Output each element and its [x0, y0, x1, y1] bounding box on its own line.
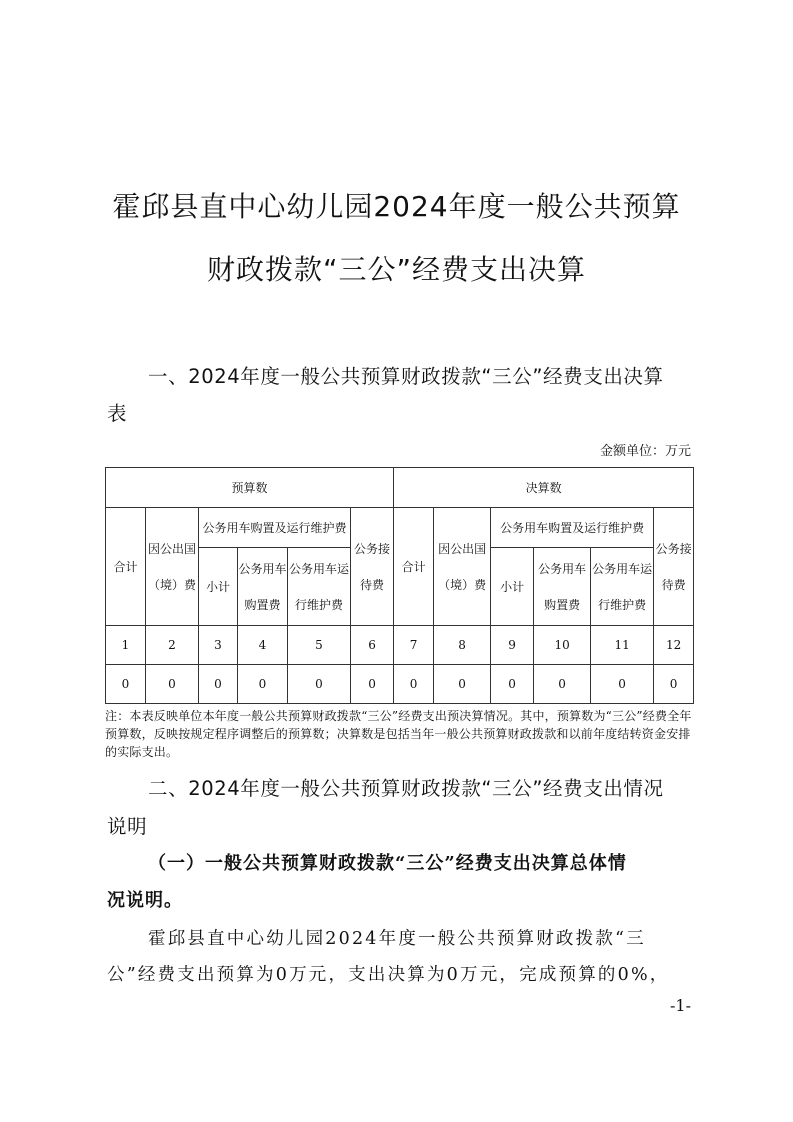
index-cell: 6	[351, 626, 394, 665]
value-cell: 0	[288, 665, 351, 704]
subsection1-heading: （一）一般公共预算财政拨款“三公”经费支出决算总体情	[148, 853, 627, 874]
budget-subtotal-header: 小计	[199, 548, 238, 626]
index-cell: 8	[434, 626, 491, 665]
final-reception-header: 公务接 待费	[654, 508, 694, 626]
subsection1-heading-continued: 况说明。	[107, 890, 183, 911]
value-cell: 0	[394, 665, 434, 704]
index-cell: 5	[288, 626, 351, 665]
value-row	[106, 665, 694, 704]
index-cell: 4	[238, 626, 288, 665]
document-title-line-1: 霍邱县直中心幼儿园2024年度一般公共预算	[112, 190, 681, 223]
column-header-row-1	[106, 508, 694, 548]
final-subtotal-header: 小计	[491, 548, 534, 626]
budget-vehicle-group-header: 公务用车购置及运行维护费	[199, 508, 351, 548]
budget-total-header: 合计	[106, 508, 146, 626]
final-account-group-header: 决算数	[394, 468, 694, 508]
value-cell: 0	[238, 665, 288, 704]
unit-label: 金额单位：万元	[599, 444, 691, 459]
final-vehicle-maintenance-header: 公务用车运 行维护费	[591, 548, 654, 626]
final-abroad-header: 因公出国 （境）费	[434, 508, 491, 626]
value-cell: 0	[491, 665, 534, 704]
group-header-row	[106, 468, 694, 508]
budget-vehicle-purchase-header: 公务用车 购置费	[238, 548, 288, 626]
value-cell: 0	[106, 665, 146, 704]
index-cell: 11	[591, 626, 654, 665]
paragraph-line-2: 公”经费支出预算为0万元，支出决算为0万元，完成预算的0%，	[107, 965, 670, 985]
final-vehicle-purchase-header: 公务用车 购置费	[534, 548, 591, 626]
index-row	[106, 626, 694, 665]
budget-vehicle-maintenance-header: 公务用车运 行维护费	[288, 548, 351, 626]
section1-heading: 一、2024年度一般公共预算财政拨款“三公”经费支出决算	[148, 365, 664, 388]
value-cell: 0	[351, 665, 394, 704]
index-cell: 10	[534, 626, 591, 665]
section2-heading: 二、2024年度一般公共预算财政拨款“三公”经费支出情况	[148, 777, 664, 800]
budget-group-header: 预算数	[106, 468, 394, 508]
index-cell: 1	[106, 626, 146, 665]
final-vehicle-group-header: 公务用车购置及运行维护费	[491, 508, 654, 548]
table-note: 注：本表反映单位本年度一般公共预算财政拨款“三公”经费支出预决算情况。其中，预算数为“三公”经费全年预算数，反映按规定程序调整后的预算数；决算数是包括当年一般公共预算财政拨款和以前年度结转资金安排的实际支出。	[105, 709, 692, 759]
value-cell: 0	[434, 665, 491, 704]
final-total-header: 合计	[394, 508, 434, 626]
value-cell: 0	[146, 665, 199, 704]
index-cell: 3	[199, 626, 238, 665]
paragraph-line-1: 霍邱县直中心幼儿园2024年度一般公共预算财政拨款“三	[148, 929, 646, 949]
value-cell: 0	[534, 665, 591, 704]
value-cell: 0	[199, 665, 238, 704]
section2-heading-continued: 说明	[107, 815, 148, 838]
three-public-expenses-table	[105, 467, 694, 704]
index-cell: 12	[654, 626, 694, 665]
page-number: -1-	[670, 996, 691, 1015]
index-cell: 2	[146, 626, 199, 665]
value-cell: 0	[654, 665, 694, 704]
index-cell: 9	[491, 626, 534, 665]
budget-reception-header: 公务接 待费	[351, 508, 394, 626]
budget-abroad-header: 因公出国 （境）费	[146, 508, 199, 626]
index-cell: 7	[394, 626, 434, 665]
value-cell: 0	[591, 665, 654, 704]
document-title-line-2: 财政拨款“三公”经费支出决算	[206, 253, 586, 286]
section1-heading-continued: 表	[107, 402, 128, 425]
